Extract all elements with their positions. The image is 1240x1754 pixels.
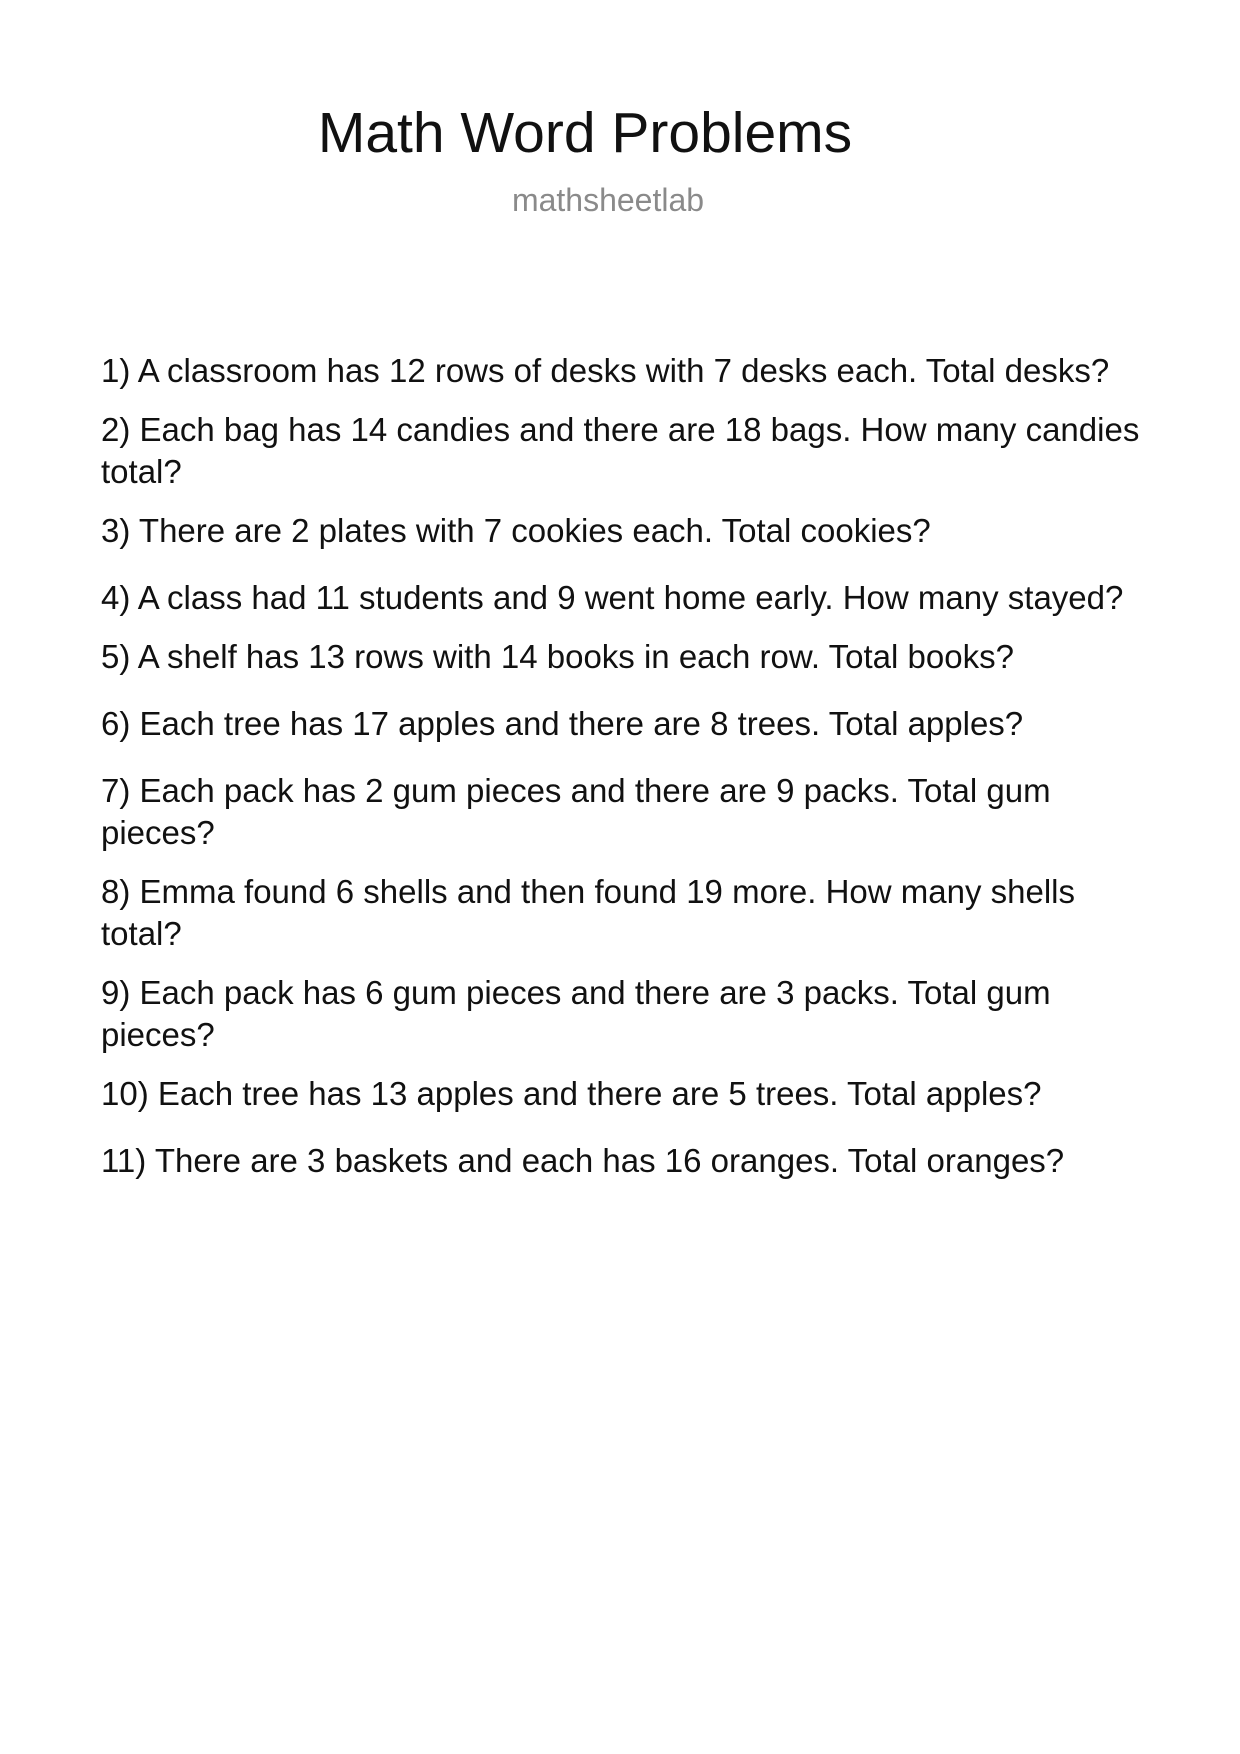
problem-item-7: 7) Each pack has 2 gum pieces and there are 9 packs. Total gum pieces?: [101, 772, 1051, 851]
problem-item-8: 8) Emma found 6 shells and then found 19 more. How many shells total?: [101, 873, 1076, 952]
problem-item-4: 4) A class had 11 students and 9 went home early. How many stayed?: [101, 579, 1124, 616]
problem-item-2: 2) Each bag has 14 candies and there are 18 bags. How many candies total?: [101, 411, 1140, 490]
worksheet-subtitle: mathsheetlab: [511, 182, 705, 218]
problem-item-3: 3) There are 2 plates with 7 cookies each. Total cookies?: [101, 512, 931, 549]
problem-item-6: 6) Each tree has 17 apples and there are 8 trees. Total apples?: [101, 705, 1024, 742]
problem-item-1: 1) A classroom has 12 rows of desks with 7 desks each. Total desks?: [101, 352, 1110, 389]
problem-item-5: 5) A shelf has 13 rows with 14 books in each row. Total books?: [101, 638, 1014, 675]
problem-item-9: 9) Each pack has 6 gum pieces and there are 3 packs. Total gum pieces?: [101, 974, 1051, 1053]
problem-item-11: 11) There are 3 baskets and each has 16 oranges. Total oranges?: [101, 1142, 1065, 1179]
problem-list: [101, 350, 1151, 1207]
worksheet-title: Math Word Problems: [317, 101, 853, 165]
problem-item-10: 10) Each tree has 13 apples and there are 5 trees. Total apples?: [101, 1075, 1042, 1112]
